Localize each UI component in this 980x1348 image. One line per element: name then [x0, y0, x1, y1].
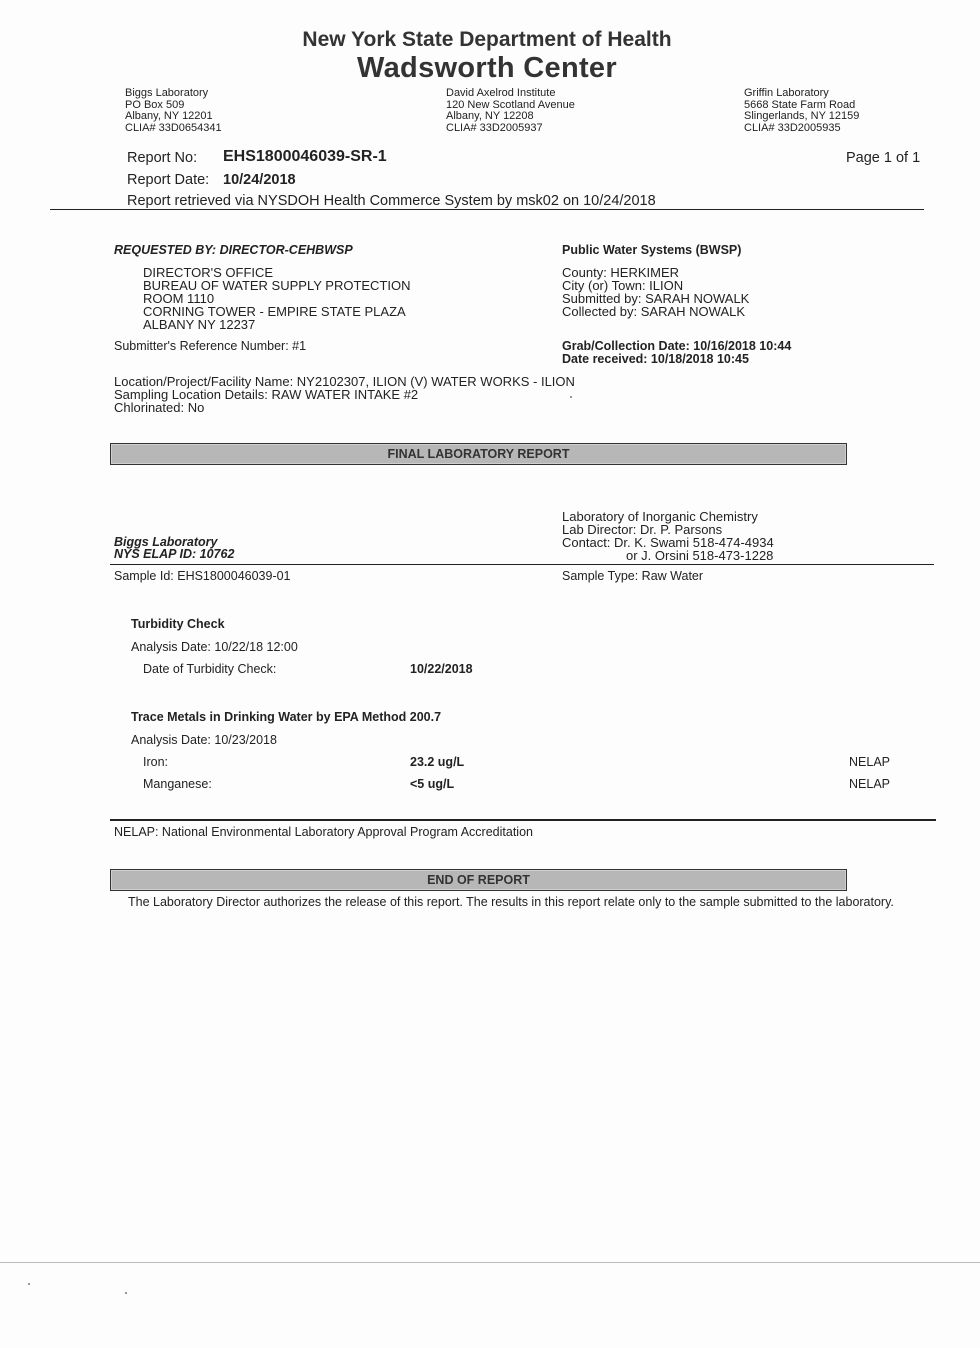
scan-speck [28, 1283, 30, 1285]
final-report-banner: FINAL LABORATORY REPORT [110, 443, 847, 465]
lab-info-divider [110, 564, 934, 565]
location-details: Location/Project/Facility Name: NY2102307, ILION (V) WATER WORKS - ILION Sampling Location Details: RAW WATER INTAKE #2 Chlorinated: No [114, 374, 575, 415]
biggs-address: Biggs Laboratory PO Box 509 Albany, NY 12201 CLIA# 33D0654341 [125, 87, 222, 134]
nelap-note: NELAP: National Environmental Laboratory Approval Program Accreditation [114, 825, 533, 839]
report-date-value: 10/24/2018 [223, 172, 296, 188]
requested-by-title: REQUESTED BY: DIRECTOR-CEHBWSP [114, 243, 353, 257]
submitter-reference: Submitter's Reference Number: #1 [114, 339, 307, 353]
griffin-address: Griffin Laboratory 5668 State Farm Road Slingerlands, NY 12159 CLIA# 33D2005935 [744, 87, 860, 134]
biggs-lab-name: Biggs Laboratory [114, 535, 218, 549]
scan-edge-line [0, 1262, 980, 1263]
turbidity-title: Turbidity Check [131, 617, 225, 631]
results-divider [110, 819, 936, 821]
report-no-value: EHS1800046039-SR-1 [223, 148, 387, 165]
metals-title: Trace Metals in Drinking Water by EPA Method 200.7 [131, 710, 442, 724]
department-title: New York State Department of Health [302, 28, 672, 51]
result-value: 23.2 ug/L [410, 755, 465, 769]
header-divider [50, 209, 924, 210]
result-accreditation: NELAP [849, 755, 890, 769]
elap-id: NYS ELAP ID: 10762 [114, 547, 235, 561]
collection-date: Grab/Collection Date: 10/16/2018 10:44 [562, 339, 792, 353]
center-title: Wadsworth Center [357, 52, 617, 84]
sample-id: Sample Id: EHS1800046039-01 [114, 569, 291, 583]
scan-speck [125, 1292, 127, 1294]
footer-statement: The Laboratory Director authorizes the release of this report. The results in this report relate only to the sample submitted to the laboratory. [128, 895, 894, 909]
page-number: Page 1 of 1 [846, 150, 921, 166]
turbidity-row-label: Date of Turbidity Check: [143, 662, 277, 676]
pws-title: Public Water Systems (BWSP) [562, 243, 742, 257]
turbidity-analysis-date: Analysis Date: 10/22/18 12:00 [131, 640, 298, 654]
scan-speck [570, 396, 572, 398]
requester-address: DIRECTOR'S OFFICE BUREAU OF WATER SUPPLY PROTECTION ROOM 1110 CORNING TOWER - EMPIRE STATE PLAZA ALBANY NY 12237 [143, 265, 411, 332]
result-label: Manganese: [143, 777, 212, 791]
end-report-banner: END OF REPORT [110, 869, 847, 891]
result-accreditation: NELAP [849, 777, 890, 791]
metals-analysis-date: Analysis Date: 10/23/2018 [131, 733, 277, 747]
sample-type: Sample Type: Raw Water [562, 569, 704, 583]
received-date: Date received: 10/18/2018 10:45 [562, 352, 749, 366]
report-date-label: Report Date: [127, 172, 210, 188]
pws-details: County: HERKIMER City (or) Town: ILION Submitted by: SARAH NOWALK Collected by: SARAH NOWALK [562, 265, 750, 319]
axelrod-address: David Axelrod Institute 120 New Scotland Avenue Albany, NY 12208 CLIA# 33D2005937 [446, 87, 575, 134]
retrieved-note: Report retrieved via NYSDOH Health Commerce System by msk02 on 10/24/2018 [127, 193, 656, 209]
result-label: Iron: [143, 755, 169, 769]
inorganic-lab-contact: Laboratory of Inorganic Chemistry Lab Director: Dr. P. Parsons Contact: Dr. K. Swami 518-474-4934 or J. Orsini 518-473-1228 [562, 509, 774, 563]
result-value: <5 ug/L [410, 777, 455, 791]
turbidity-row-value: 10/22/2018 [410, 662, 473, 676]
report-no-label: Report No: [127, 150, 198, 166]
